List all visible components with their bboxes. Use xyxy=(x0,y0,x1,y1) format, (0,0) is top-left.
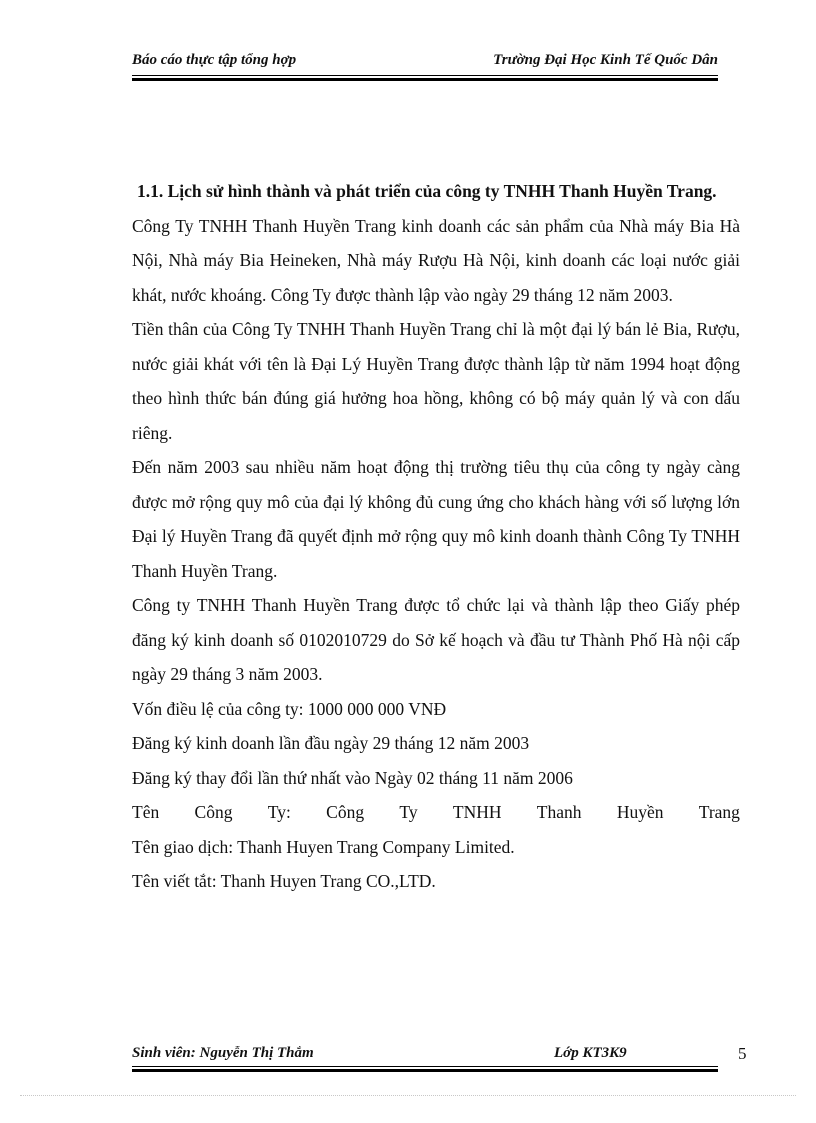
company-name-word: TNHH xyxy=(452,802,502,822)
footer-student: Sinh viên: Nguyễn Thị Thắm xyxy=(132,1045,314,1061)
short-name-line: Tên viết tắt: Thanh Huyen Trang CO.,LTD. xyxy=(132,871,436,891)
page-bottom-dotted-line xyxy=(20,1095,796,1096)
company-name-word: Ty: xyxy=(267,802,291,822)
header-rule-thick xyxy=(132,78,718,81)
page-header xyxy=(132,52,718,74)
first-registration-line: Đăng ký kinh doanh lần đầu ngày 29 tháng 12 năm 2003 xyxy=(132,733,530,753)
change-registration-line: Đăng ký thay đổi lần thứ nhất vào Ngày 02 tháng 11 năm 2006 xyxy=(132,767,573,788)
capital-line: Vốn điều lệ của công ty: 1000 000 000 VNĐ xyxy=(132,698,447,719)
page-footer xyxy=(132,1045,718,1067)
paragraph: Tiền thân của Công Ty TNHH Thanh Huyền Trang chỉ là một đại lý bán lẻ Bia, Rượu, nước giải khát với tên là Đại Lý Huyền Trang được thành lập từ năm 1994 hoạt động theo hình thức bán đúng giá hưởng hoa hồng, không có bộ máy quản lý và con dấu riêng. xyxy=(132,319,740,443)
header-rule-thin xyxy=(132,75,718,76)
trade-name-line: Tên giao dịch: Thanh Huyen Trang Company Limited. xyxy=(132,836,515,857)
company-name-word: Huyền xyxy=(616,802,664,822)
footer-class: Lớp KT3K9 xyxy=(554,1045,627,1061)
company-name-line xyxy=(132,795,740,830)
company-name-word: Thanh xyxy=(536,802,582,822)
company-name-word: Tên xyxy=(132,802,160,822)
company-name-word: Ty xyxy=(399,802,418,822)
paragraph: Công ty TNHH Thanh Huyền Trang được tổ chức lại và thành lập theo Giấy phép đăng ký kinh doanh số 0102010729 do Sở kế hoạch và đầu tư Thành Phố Hà nội cấp ngày 29 tháng 3 năm 2003. xyxy=(132,595,740,684)
header-university: Trường Đại Học Kinh Tế Quốc Dân xyxy=(493,52,718,68)
header-report-title: Báo cáo thực tập tổng hợp xyxy=(132,52,297,68)
paragraph: Đến năm 2003 sau nhiều năm hoạt động thị trường tiêu thụ của công ty ngày càng được mở rộng quy mô của đại lý không đủ cung ứng cho khách hàng với số lượng lớn Đại lý Huyền Trang đã quyết định mở rộng quy mô kinh doanh thành Công Ty TNHH Thanh Huyền Trang. xyxy=(132,457,740,581)
footer-rule-thick xyxy=(132,1069,718,1072)
company-name-word: Công xyxy=(326,802,365,822)
company-name-word: Trang xyxy=(698,802,740,822)
page-number: 5 xyxy=(738,1044,747,1063)
footer-rule-thin xyxy=(132,1066,718,1067)
company-name-word: Công xyxy=(194,802,233,822)
section-heading: 1.1. Lịch sử hình thành và phát triển của công ty TNHH Thanh Huyền Trang. xyxy=(137,181,717,201)
document-body xyxy=(132,174,740,899)
paragraph: Công Ty TNHH Thanh Huyền Trang kinh doanh các sản phẩm của Nhà máy Bia Hà Nội, Nhà máy Bia Heineken, Nhà máy Rượu Hà Nội, kinh doanh các loại nước giải khát, nước khoáng. Công Ty được thành lập vào ngày 29 tháng 12 năm 2003. xyxy=(132,215,740,305)
